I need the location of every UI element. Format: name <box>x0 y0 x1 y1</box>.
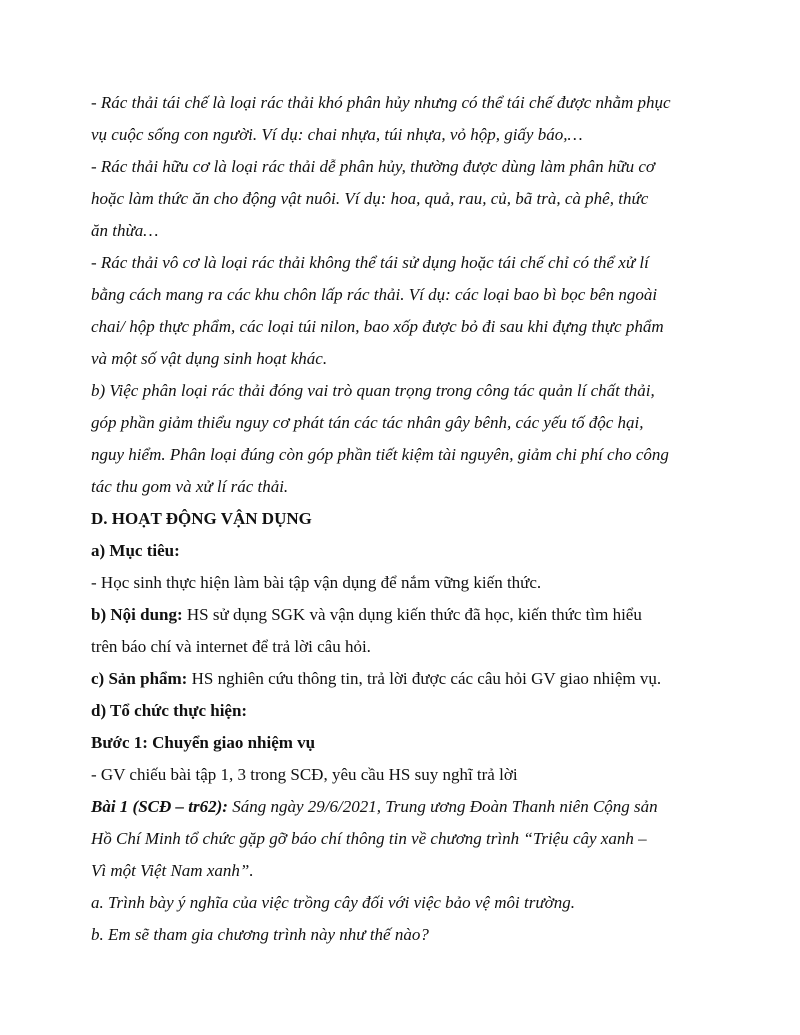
content-label: b) Nội dung: <box>91 605 183 624</box>
step1-label: Bước 1: Chuyển giao nhiệm vụ <box>91 733 316 752</box>
inorganic-line-2: bằng cách mang ra các khu chôn lấp rác thải. Ví dụ: các loại bao bì bọc bên ngoài <box>91 285 658 304</box>
inorganic-line-4: và một số vật dụng sinh hoạt khác. <box>91 349 328 368</box>
objective-label: a) Mục tiêu: <box>91 541 180 560</box>
content-text: HS sử dụng SGK và vận dụng kiến thức đã học, kiến thức tìm hiểu <box>182 605 642 624</box>
question-b: b. Em sẽ tham gia chương trình này như thế nào? <box>91 925 429 944</box>
role-line-3: nguy hiểm. Phân loại đúng còn góp phần tiết kiệm tài nguyên, giảm chi phí cho công <box>91 445 669 464</box>
recycle-line-2: vụ cuộc sống con người. Ví dụ: chai nhựa, túi nhựa, vỏ hộp, giấy báo,… <box>91 125 583 144</box>
content-line-2: trên báo chí và internet để trả lời câu hỏi. <box>91 637 371 656</box>
product-line <box>91 668 716 690</box>
exercise-label: Bài 1 (SCĐ – tr62): <box>91 797 228 816</box>
organic-line-2: hoặc làm thức ăn cho động vật nuôi. Ví dụ: hoa, quả, rau, củ, bã trà, cà phê, thức <box>91 189 649 208</box>
product-label: c) Sản phẩm: <box>91 669 188 688</box>
inorganic-line-3: chai/ hộp thực phẩm, các loại túi nilon, bao xốp được bỏ đi sau khi đựng thực phẩm <box>91 317 664 336</box>
inorganic-line-1: - Rác thải vô cơ là loại rác thải không thể tái sử dụng hoặc tái chế chỉ có thể xử lí <box>91 253 649 272</box>
org-label: d) Tổ chức thực hiện: <box>91 701 248 720</box>
organic-line-3: ăn thừa… <box>91 221 159 240</box>
role-line-4: tác thu gom và xử lí rác thải. <box>91 477 289 496</box>
role-line-2: góp phần giảm thiểu nguy cơ phát tán các tác nhân gây bênh, các yếu tố độc hại, <box>91 413 644 432</box>
recycle-line-1: - Rác thải tái chế là loại rác thải khó phân hủy nhưng có thể tái chế được nhằm phục <box>91 93 671 112</box>
exercise-line-2: Hồ Chí Minh tổ chức gặp gỡ báo chí thông tin về chương trình “Triệu cây xanh – <box>91 829 647 848</box>
role-line-1: b) Việc phân loại rác thải đóng vai trò quan trọng trong công tác quản lí chất thải, <box>91 381 655 400</box>
exercise-text-1: Sáng ngày 29/6/2021, Trung ương Đoàn Thanh niên Cộng sản <box>227 797 658 816</box>
exercise-line-1 <box>91 796 716 818</box>
organic-line-1: - Rác thải hữu cơ là loại rác thải dễ phân hủy, thường được dùng làm phân hữu cơ <box>91 157 655 176</box>
content-line-1 <box>91 604 716 626</box>
question-a: a. Trình bày ý nghĩa của việc trồng cây đối với việc bảo vệ môi trường. <box>91 893 575 912</box>
section-heading: D. HOẠT ĐỘNG VẬN DỤNG <box>91 509 312 528</box>
objective-text: - Học sinh thực hiện làm bài tập vận dụng để nắm vững kiến thức. <box>91 573 542 592</box>
product-text: HS nghiên cứu thông tin, trả lời được các câu hỏi GV giao nhiệm vụ. <box>187 669 662 688</box>
step1-text: - GV chiếu bài tập 1, 3 trong SCĐ, yêu cầu HS suy nghĩ trả lời <box>91 765 518 784</box>
exercise-line-3: Vì một Việt Nam xanh”. <box>91 861 254 880</box>
